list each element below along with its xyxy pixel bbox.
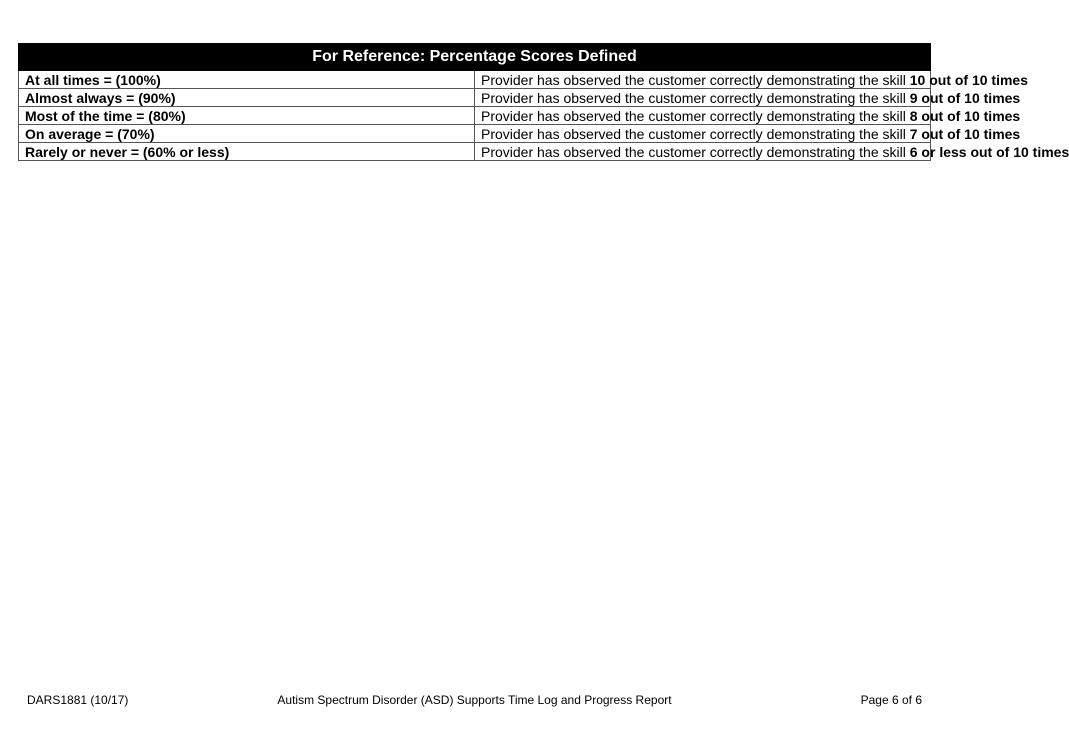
description-text: Provider has observed the customer correctly demonstrating the skill (481, 143, 910, 160)
page-number: Page 6 of 6 (860, 693, 922, 707)
score-level: Most of the time = (80%) (19, 107, 475, 125)
score-description (475, 71, 1029, 89)
score-description (475, 107, 1021, 125)
table-title: For Reference: Percentage Scores Defined (19, 44, 931, 71)
description-text: Provider has observed the customer correctly demonstrating the skill (481, 107, 910, 124)
description-emphasis: 9 out of 10 times (909, 89, 1021, 106)
description-emphasis: 6 or less out of 10 times (909, 143, 1069, 160)
score-level: On average = (70%) (19, 125, 475, 143)
table-row (19, 71, 931, 89)
document-title: Autism Spectrum Disorder (ASD) Supports Time Log and Progress Report (277, 693, 672, 707)
table-header-row (19, 44, 931, 71)
page-footer (27, 693, 922, 709)
form-id: DARS1881 (10/17) (27, 693, 129, 707)
score-level: Almost always = (90%) (19, 89, 475, 107)
description-emphasis: 7 out of 10 times (909, 125, 1021, 142)
percentage-scores-table (18, 43, 1069, 161)
description-emphasis: 10 out of 10 times (909, 71, 1029, 88)
description-text: Provider has observed the customer correctly demonstrating the skill (481, 71, 910, 88)
score-description (475, 125, 1021, 143)
score-level: At all times = (100%) (19, 71, 475, 89)
description-text: Provider has observed the customer correctly demonstrating the skill (481, 125, 910, 142)
description-text: Provider has observed the customer correctly demonstrating the skill (481, 89, 910, 106)
score-description (475, 143, 1069, 161)
score-description (475, 89, 1021, 107)
table-row (19, 107, 931, 125)
table-row (19, 89, 931, 107)
description-emphasis: 8 out of 10 times (909, 107, 1021, 124)
score-level: Rarely or never = (60% or less) (19, 143, 475, 161)
table-row (19, 143, 931, 161)
table-row (19, 125, 931, 143)
